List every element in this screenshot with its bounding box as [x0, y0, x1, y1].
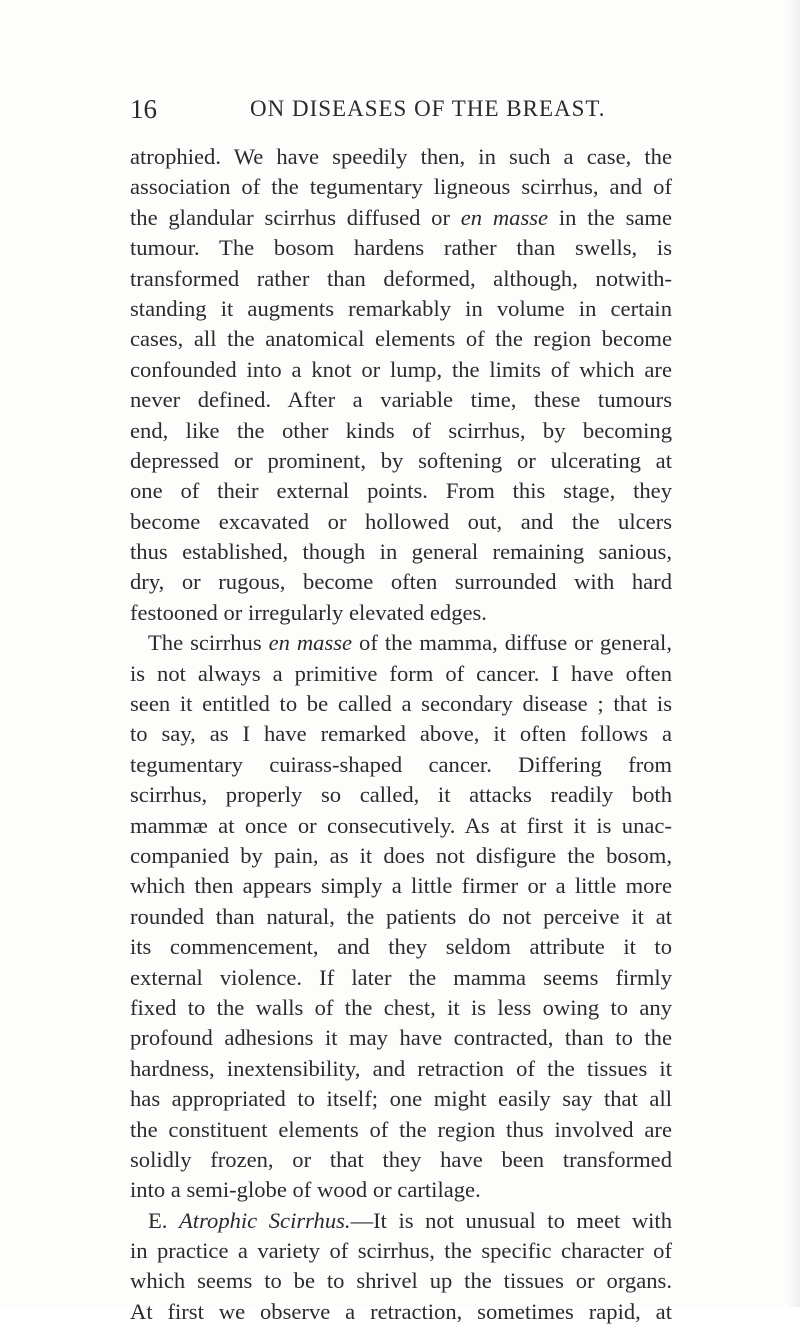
running-title: ON DISEASES OF THE BREAST. [250, 96, 606, 121]
text-line: external violence. If later the mamma seems firmly [130, 964, 672, 990]
text-line: the glandular scirrhus diffused or en masse in the same [130, 204, 673, 230]
running-head [130, 94, 670, 128]
text-line: into a semi-globe of wood or cartilage. [130, 1177, 481, 1203]
text-line: transformed rather than deformed, although, notwith- [130, 265, 672, 291]
text-line: tegumentary cuirass-shaped cancer. Differing from [130, 751, 672, 777]
text-line: companied by pain, as it does not disfigure the bosom, [130, 842, 672, 868]
text-line: mammæ at once or consecutively. As at first it is unac- [130, 812, 672, 838]
text-line: thus established, though in general remaining sanious, [130, 539, 672, 565]
text-line: end, like the other kinds of scirrhus, by becoming [130, 417, 672, 443]
text-line: solidly frozen, or that they have been transformed [130, 1146, 672, 1172]
text-line: At first we observe a retraction, sometimes rapid, at [130, 1298, 672, 1324]
text-line: become excavated or hollowed out, and the ulcers [130, 508, 672, 534]
text-line: in practice a variety of scirrhus, the specific character of [130, 1238, 672, 1264]
text-line: which then appears simply a little firmer or a little more [130, 873, 672, 899]
text-line: fixed to the walls of the chest, it is less owing to any [130, 994, 672, 1020]
body-text [130, 142, 672, 1327]
section-heading-line: E. Atrophic Scirrhus.—It is not unusual to meet with [148, 1207, 672, 1233]
text-line: which seems to be to shrivel up the tissues or organs. [130, 1268, 672, 1294]
text-line: tumour. The bosom hardens rather than swells, is [130, 235, 672, 261]
text-line: seen it entitled to be called a secondary disease ; that is [130, 691, 672, 717]
text-line: standing it augments remarkably in volume in certain [130, 295, 672, 321]
text-line: to say, as I have remarked above, it often follows a [130, 721, 672, 747]
text-line: the constituent elements of the region thus involved are [130, 1116, 672, 1142]
text-line: hardness, inextensibility, and retraction of the tissues it [130, 1055, 672, 1081]
text-line: rounded than natural, the patients do not perceive it at [130, 903, 672, 929]
text-line: scirrhus, properly so called, it attacks readily both [130, 782, 672, 808]
text-line: is not always a primitive form of cancer. I have often [130, 660, 672, 686]
text-line: its commencement, and they seldom attribute it to [130, 934, 672, 960]
text-line: profound adhesions it may have contracted, than to the [130, 1025, 672, 1051]
text-line: atrophied. We have speedily then, in such a case, the [130, 144, 672, 169]
text-line: The scirrhus en masse of the mamma, diffuse or general, [148, 630, 672, 656]
text-line: depressed or prominent, by softening or ulcerating at [130, 447, 672, 473]
text-line: never defined. After a variable time, these tumours [130, 387, 672, 413]
text-line: cases, all the anatomical elements of the region become [130, 326, 672, 352]
text-line: one of their external points. From this stage, they [130, 478, 672, 504]
text-line: association of the tegumentary ligneous scirrhus, and of [130, 174, 672, 200]
text-line: festooned or irregularly elevated edges. [130, 599, 487, 625]
text-line: confounded into a knot or lump, the limits of which are [130, 356, 672, 382]
page-edge-shadow [786, 0, 800, 1307]
text-line: dry, or rugous, become often surrounded with hard [130, 569, 672, 595]
text-line: has appropriated to itself; one might easily say that all [130, 1086, 672, 1112]
page-number: 16 [130, 94, 157, 124]
